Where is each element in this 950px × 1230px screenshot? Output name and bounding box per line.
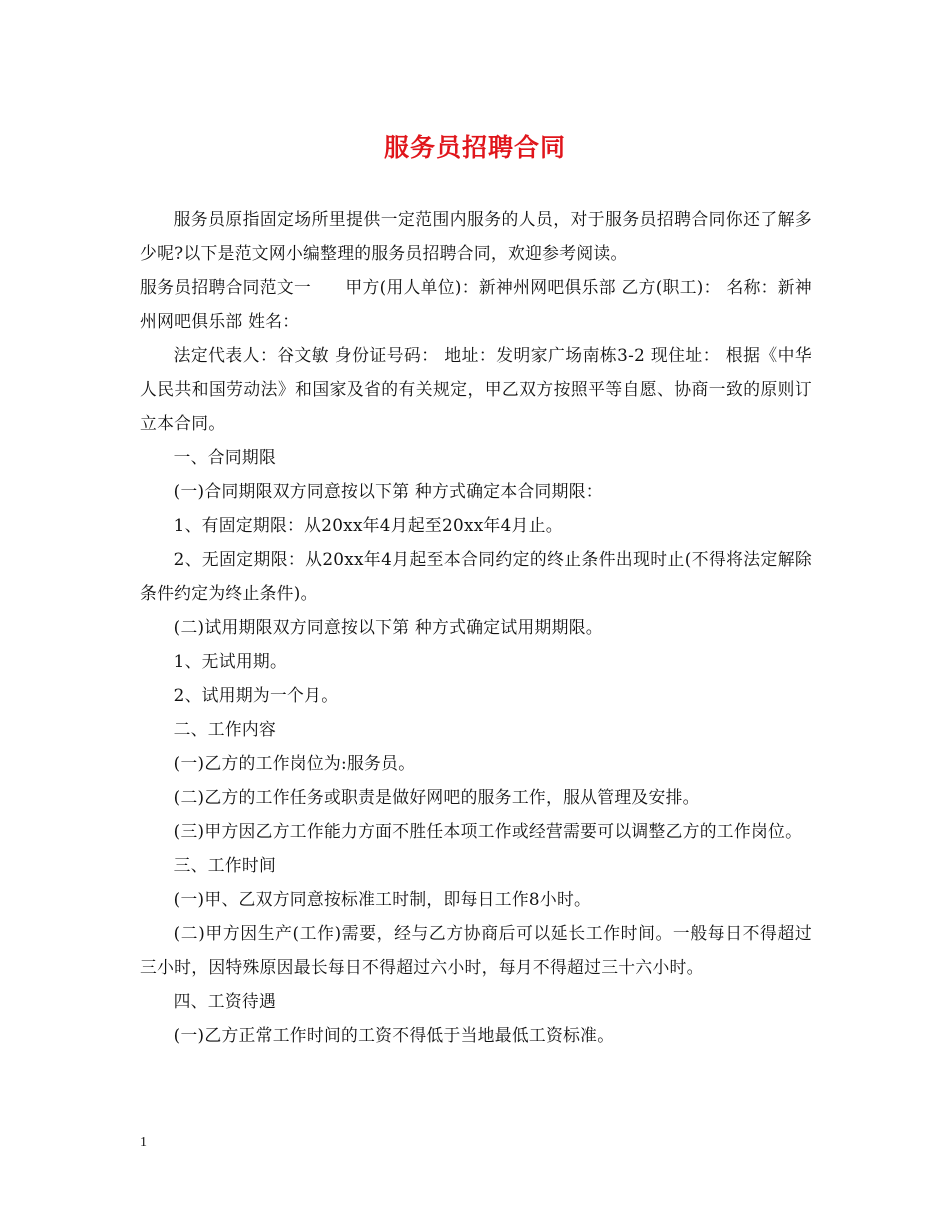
paragraph: (一)乙方的工作岗位为:服务员。 [173, 753, 416, 773]
section-heading: 三、工作时间 [173, 855, 277, 875]
paragraph: 2、无固定期限：从20xx年4月起至本合同约定的终止条件出现时止(不得将法定解除条件约定为终止条件)。 [140, 549, 812, 603]
paragraph: 1、无试用期。 [173, 651, 288, 671]
paragraph: (一)乙方正常工作时间的工资不得低于当地最低工资标准。 [173, 1025, 615, 1045]
paragraph: 法定代表人：谷文敏 身份证号码： 地址：发明家广场南栋3-2 现住址： 根据《中华人民共和国劳动法》和国家及省的有关规定，甲乙双方按照平等自愿、协商一致的原则订立本合同。 [140, 345, 812, 433]
paragraph: (二)试用期限双方同意按以下第 种方式确定试用期期限。 [173, 617, 603, 637]
paragraph: (一)甲、乙双方同意按标准工时制，即每日工作8小时。 [173, 889, 592, 909]
paragraph: (三)甲方因乙方工作能力方面不胜任本项工作或经营需要可以调整乙方的工作岗位。 [173, 821, 803, 841]
paragraph: 2、试用期为一个月。 [173, 685, 339, 705]
paragraph: 服务员原指固定场所里提供一定范围内服务的人员，对于服务员招聘合同你还了解多少呢?以下是范文网小编整理的服务员招聘合同，欢迎参考阅读。 [140, 209, 812, 263]
section-heading: 一、合同期限 [173, 447, 277, 467]
document-title: 服务员招聘合同 [383, 133, 566, 162]
paragraph: 1、有固定期限：从20xx年4月起至20xx年4月止。 [173, 515, 563, 535]
paragraph: (一)合同期限双方同意按以下第 种方式确定本合同期限： [173, 481, 603, 501]
paragraph: (二)甲方因生产(工作)需要，经与乙方协商后可以延长工作时间。一般每日不得超过三小时，因特殊原因最长每日不得超过六小时，每月不得超过三十六小时。 [140, 923, 812, 977]
section-heading: 四、工资待遇 [173, 991, 277, 1011]
page-number: 1 [140, 1135, 147, 1150]
document-body [140, 202, 812, 1052]
section-heading: 二、工作内容 [173, 719, 277, 739]
paragraph: 服务员招聘合同范文一 甲方(用人单位)：新神州网吧俱乐部 乙方(职工)： 名称：新神州网吧俱乐部 姓名： [140, 277, 812, 331]
paragraph: (二)乙方的工作任务或职责是做好网吧的服务工作，服从管理及安排。 [173, 787, 700, 807]
